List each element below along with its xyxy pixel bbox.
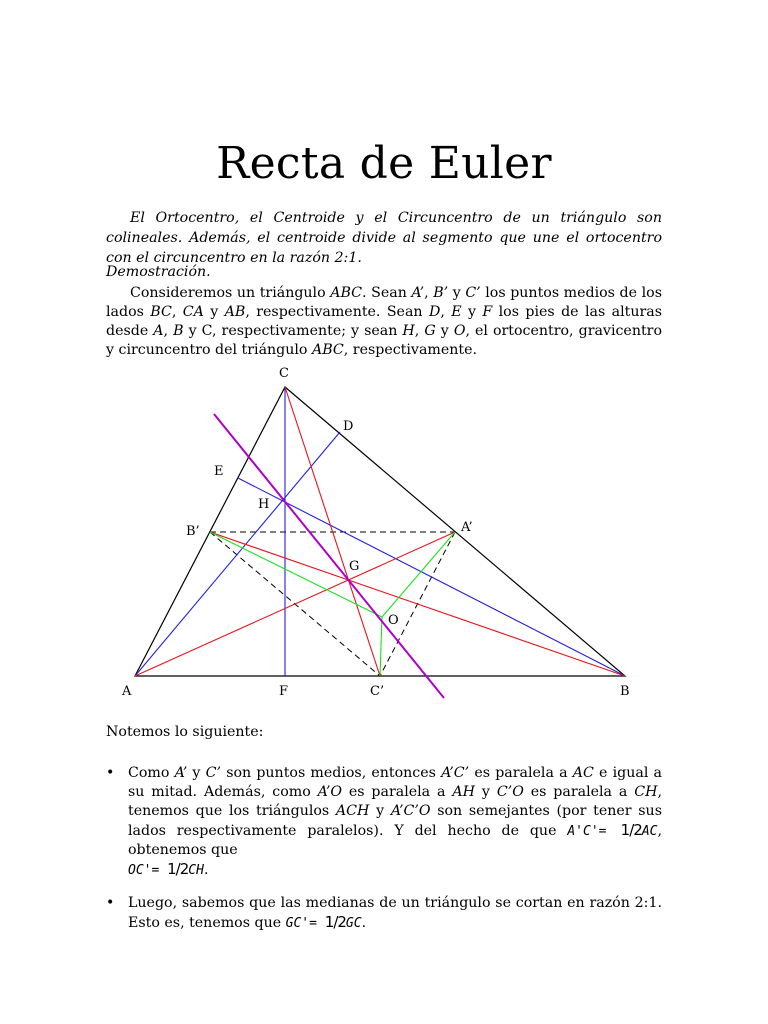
label-b: B: [620, 684, 630, 699]
bullet-text-part: .: [203, 862, 209, 878]
bullet-text-part: .: [361, 915, 367, 931]
bullet-text-part: A’C’: [441, 765, 470, 781]
formula-gc1: GC'=: [285, 916, 325, 931]
proof-text: ABC: [330, 285, 363, 301]
proof-text: , respectivamente.: [343, 342, 477, 358]
bullet-text-part: Como: [128, 765, 175, 781]
bullet-text-part: CH: [634, 784, 658, 800]
proof-text: A’: [411, 285, 425, 301]
bullet-dot: •: [106, 765, 115, 781]
label-c: C: [279, 366, 289, 381]
altitude-ad: [135, 432, 340, 676]
proof-text: AB: [224, 304, 246, 320]
demonstration-label: Demostración.: [106, 264, 211, 280]
bullet-text-part: AH: [452, 784, 476, 800]
label-c-prime: C’: [370, 684, 385, 699]
proof-text: A: [153, 323, 164, 339]
proof-text: ,: [440, 304, 452, 320]
proof-text: , respectivamente. Sean: [245, 304, 429, 320]
proof-text: C’: [465, 285, 481, 301]
bullet-text-part: es paralela a: [523, 784, 635, 800]
bullet-text-part: , obtenemos que: [128, 823, 662, 858]
euler-line: [214, 414, 444, 698]
fraction-one-half: 1/2: [324, 913, 346, 931]
bullet-text-part: es paralela a: [469, 765, 573, 781]
proof-text: O: [453, 323, 466, 339]
fraction-one-half: 1/2: [167, 860, 189, 878]
proof-text: CA: [182, 304, 204, 320]
proof-text: ,: [414, 323, 425, 339]
bullet-text-part: , tenemos que los triángulos: [128, 784, 662, 819]
bullet-text-part: y: [187, 765, 206, 781]
proof-text: y C, respectivamente; y sean: [183, 323, 403, 339]
bullet-text-part: son semejantes (por tener sus lados respectivamente paralelos). Y del hecho de que: [128, 803, 662, 839]
formula-a1c1: A'C'=: [567, 824, 621, 839]
proof-text: y: [461, 304, 483, 320]
label-g: G: [349, 559, 360, 574]
label-h: H: [258, 497, 270, 512]
proof-text: y: [203, 304, 225, 320]
bullet-text-part: A’O: [317, 784, 342, 800]
bullet-text-part: ACH: [335, 803, 370, 819]
label-a-prime: A’: [461, 520, 473, 535]
list-item: [106, 764, 662, 878]
theorem-text: El Ortocentro, el Centroide y el Circuncentro de un triángulo son colineales. Además, el centroide divide al segmento que une el ortocentro con el circuncentro en la razón 2:1.: [106, 210, 662, 266]
label-a: A: [122, 684, 132, 699]
bullet-text-part: es paralela a: [341, 784, 453, 800]
page-title: Recta de Euler: [216, 138, 552, 189]
median-a-a1: [135, 532, 455, 676]
bullet-text-part: A’: [174, 765, 188, 781]
proof-text: ABC: [311, 342, 344, 358]
median-b-b1: [210, 532, 625, 676]
bullet-text-part: AC: [572, 765, 594, 781]
bullet-text-part: C’O: [496, 784, 524, 800]
label-f: F: [279, 684, 289, 699]
bullet-text-part: son puntos medios, entonces: [221, 765, 442, 781]
bullet-text: [128, 764, 662, 880]
bullet-text-part: A’C’O: [390, 803, 431, 819]
bullet-dot: •: [106, 895, 115, 911]
list-item: [106, 894, 662, 944]
proof-text: y: [448, 285, 466, 301]
proof-text: ,: [171, 304, 183, 320]
bullet-text-part: Luego, sabemos que las medianas de un triángulo se cortan en razón 2:1. Esto es, tenemos que: [128, 895, 662, 931]
label-o: O: [388, 613, 399, 628]
proof-text: Consideremos un triángulo: [130, 285, 331, 301]
bisector-c1-o: [380, 617, 382, 676]
formula-gc: GC: [345, 916, 362, 931]
bullet-text-part: y: [475, 784, 497, 800]
formula-ac: AC: [641, 824, 658, 839]
bullet-text-part: C’: [205, 765, 222, 781]
proof-text: los pies de las alturas desde: [106, 304, 662, 339]
proof-text: ,: [163, 323, 174, 339]
proof-text: ,: [424, 285, 434, 301]
proof-text: B’: [433, 285, 449, 301]
bullet-text: [128, 894, 662, 933]
bullet-text-part: e igual a su mitad. Además, como: [128, 765, 662, 800]
fraction-one-half: 1/2: [620, 821, 642, 839]
altitude-be: [238, 478, 625, 676]
label-e: E: [214, 464, 224, 479]
formula-oc1: OC'=: [128, 863, 168, 878]
bullet-text-part: y: [369, 803, 391, 819]
proof-text: D: [428, 304, 441, 320]
proof-text: F: [482, 304, 493, 320]
proof-text: G: [424, 323, 436, 339]
proof-text: . Sean: [362, 285, 412, 301]
proof-text: B: [173, 323, 184, 339]
proof-text: BC: [150, 304, 172, 320]
notemos-text: Notemos lo siguiente:: [106, 724, 264, 740]
proof-text: , el ortocentro, gravicentro y circuncentro del triángulo: [106, 323, 662, 358]
proof-text: E: [451, 304, 462, 320]
label-b-prime: B’: [186, 524, 200, 539]
proof-text: H: [402, 323, 415, 339]
label-d: D: [343, 419, 354, 434]
proof-text: y: [435, 323, 454, 339]
proof-text: los puntos medios de los lados: [106, 285, 662, 320]
formula-ch: CH: [188, 863, 204, 878]
